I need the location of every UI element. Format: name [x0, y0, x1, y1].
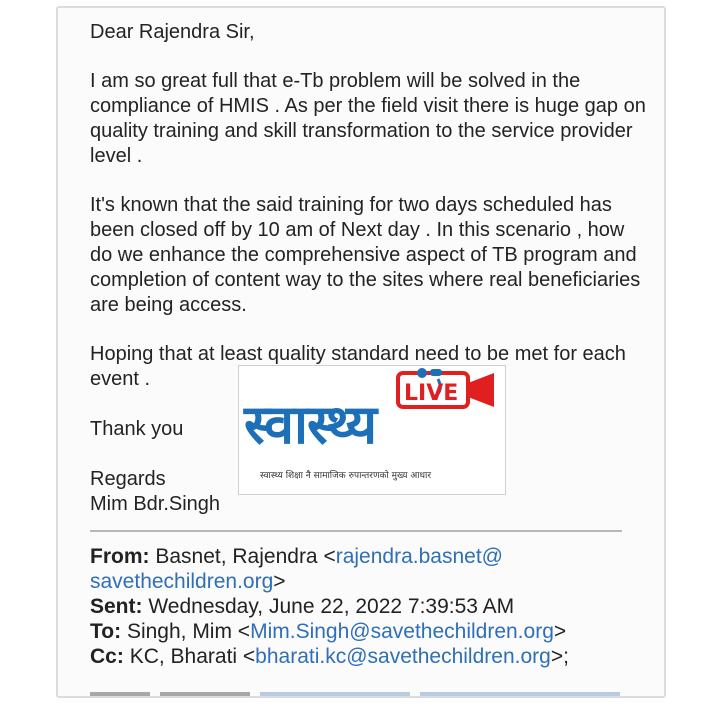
from-row [90, 544, 650, 594]
live-text: LIVE [404, 381, 459, 406]
swasthya-live-watermark [238, 365, 504, 493]
paragraph-3: Hoping that at least quality standard need to be met for each event . [90, 343, 626, 390]
from-email-link[interactable]: rajendra.basnet@ savethechildren.org [90, 545, 503, 593]
paragraph-1: I am so great full that e-Tb problem will be solved in the compliance of HMIS . As per the field visit there is huge gap on quality training and skill transformation to the service provider level . [90, 70, 646, 167]
forwarded-header [90, 544, 650, 669]
header-divider [90, 530, 622, 532]
to-row [90, 619, 650, 644]
from-close: > [273, 570, 286, 593]
cut-off-line [90, 692, 630, 698]
from-name: Basnet, Rajendra < [155, 545, 336, 568]
cc-name: KC, Bharati < [129, 645, 256, 668]
paragraph-2: It's known that the said training for two days scheduled has been closed off by 10 am of Next day . In this scenario , how do we enhance the comprehensive aspect of TB program and completion of content way to the sites where real beneficiaries are being access. [90, 194, 641, 316]
cc-email-link[interactable]: bharati.kc@savethechildren.org [255, 645, 551, 668]
sent-row [90, 594, 650, 619]
sent-label: Sent: [90, 595, 143, 618]
to-label: To: [90, 620, 122, 643]
to-email-link[interactable]: Mim.Singh@savethechildren.org [250, 620, 554, 643]
sent-value: Wednesday, June 22, 2022 7:39:53 AM [148, 595, 515, 618]
brand-tagline: स्वास्थ्य शिक्षा नै सामाजिक रुपान्तरणको मुख्य आधार [260, 471, 432, 481]
signature: Mim Bdr.Singh [90, 493, 221, 515]
live-badge-icon [394, 367, 498, 413]
to-name: Singh, Mim < [126, 620, 251, 643]
brand-wordmark: स्वास्थ्य [244, 393, 377, 456]
from-label: From: [90, 545, 150, 568]
to-close: > [553, 620, 567, 643]
cc-close: >; [550, 645, 569, 668]
regards-line: Regards [90, 468, 166, 490]
cc-row [90, 644, 650, 669]
thank-you-line: Thank you [90, 418, 184, 440]
cc-label: Cc: [90, 645, 124, 668]
greeting: Dear Rajendra Sir, [90, 21, 255, 43]
email-screenshot-frame [56, 6, 666, 698]
